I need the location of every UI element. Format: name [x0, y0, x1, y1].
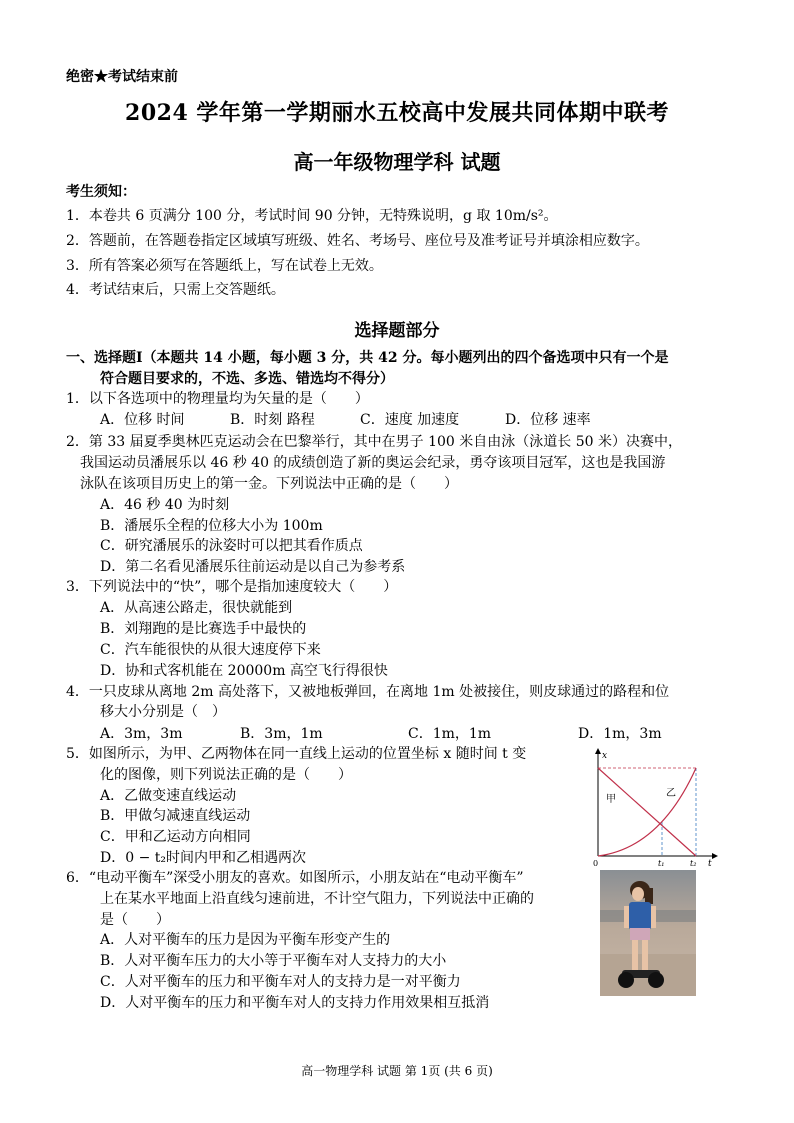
question-6-stem-line: 6．“电动平衡车”深受小朋友的喜欢。如图所示，小朋友站在“电动平衡车”: [66, 870, 524, 886]
section-title: 选择题部分: [354, 321, 440, 341]
question-2-option-c: C．研究潘展乐的泳姿时可以把其看作质点: [100, 538, 363, 554]
notes-item: 1．本卷共 6 页满分 100 分，考试时间 90 分钟，无特殊说明，g 取 10m/s²。: [66, 208, 558, 224]
question-3-stem: 3．下列说法中的“快”，哪个是指加速度较大（ ）: [66, 579, 398, 595]
notes-item: 4．考试结束后，只需上交答题纸。: [66, 282, 285, 298]
notes-heading: 考生须知：: [66, 184, 136, 200]
notes-item: 2．答题前，在答题卷指定区域填写班级、姓名、考场号、座位号及准考证号并填涂相应数字。: [66, 233, 649, 249]
question-3-option-a: A．从高速公路走，很快就能到: [100, 600, 293, 616]
question-5-option-c: C．甲和乙运动方向相同: [100, 829, 251, 845]
graph-t2-label: t₂: [690, 859, 697, 868]
question-4-option-a: A．3m，3m: [100, 726, 183, 742]
graph-label-jia: 甲: [606, 794, 616, 805]
graph-t1-label: t₁: [658, 859, 665, 868]
position-time-graph: [590, 748, 720, 868]
section-heading-line-1: 一、选择题Ⅰ（本题共 14 小题，每小题 3 分，共 42 分。每小题列出的四个备选项中只有一个是: [66, 350, 669, 366]
question-2-stem-line: 泳队在该项目历史上的第一金。下列说法中正确的是（ ）: [80, 476, 458, 492]
question-4-option-b: B．3m，1m: [240, 726, 323, 742]
question-2-stem-line: 我国运动员潘展乐以 46 秒 40 的成绩创造了新的奥运会纪录，勇夺该项目冠军，这也是我国游: [80, 455, 666, 471]
question-1-option-d: D．位移 速率: [505, 412, 591, 428]
question-5-option-b: B．甲做匀减速直线运动: [100, 808, 251, 824]
graph-y-axis-label: x: [602, 751, 608, 761]
question-6-stem-line: 是（ ）: [100, 912, 170, 928]
question-3-option-d: D．协和式客机能在 20000m 高空飞行得很快: [100, 663, 388, 679]
question-2-option-a: A．46 秒 40 为时刻: [100, 497, 230, 513]
question-6-option-d: D．人对平衡车的压力和平衡车对人的支持力作用效果相互抵消: [100, 995, 490, 1011]
question-6-option-a: A．人对平衡车的压力是因为平衡车形变产生的: [100, 932, 391, 948]
question-5-stem-line: 化的图像，则下列说法正确的是（ ）: [100, 767, 352, 783]
page-footer: 高一物理学科 试题 第 1页 (共 6 页): [301, 1064, 493, 1078]
question-2-option-b: B．潘展乐全程的位移大小为 100m: [100, 518, 323, 534]
question-1-option-a: A．位移 时间: [100, 412, 185, 428]
question-1-option-b: B．时刻 路程: [230, 412, 315, 428]
question-5-option-d: D．0 − t₂时间内甲和乙相遇两次: [100, 850, 307, 866]
notes-item: 3．所有答案必须写在答题纸上，写在试卷上无效。: [66, 258, 383, 274]
question-5-option-a: A．乙做变速直线运动: [100, 788, 237, 804]
exam-title: 2024 学年第一学期丽水五校高中发展共同体期中联考: [125, 100, 669, 126]
question-6-option-b: B．人对平衡车压力的大小等于平衡车对人支持力的大小: [100, 953, 447, 969]
question-6-stem-line: 上在某水平地面上沿直线匀速前进，不计空气阻力，下列说法中正确的: [100, 891, 534, 907]
question-3-option-b: B．刘翔跑的是比赛选手中最快的: [100, 621, 307, 637]
question-4-option-d: D．1m，3m: [578, 726, 662, 742]
question-3-option-c: C．汽车能很快的从很大速度停下来: [100, 642, 321, 658]
graph-x-axis-label: t: [708, 859, 712, 868]
confidential-mark: 绝密★考试结束前: [66, 69, 178, 85]
graph-label-yi: 乙: [666, 788, 676, 799]
question-4-stem-line: 移大小分别是（ ）: [100, 704, 226, 720]
section-heading-line-2: 符合题目要求的，不选、多选、错选均不得分）: [100, 371, 394, 387]
question-4-stem-line: 4．一只皮球从离地 2m 高处落下，又被地板弹回，在离地 1m 处被接住，则皮球通过的路程和位: [66, 684, 670, 700]
question-2-option-d: D．第二名看见潘展乐往前运动是以自己为参考系: [100, 559, 406, 575]
exam-subtitle: 高一年级物理学科 试题: [293, 150, 501, 174]
question-1-option-c: C．速度 加速度: [360, 412, 460, 428]
balance-scooter-photo: [600, 870, 696, 996]
question-2-stem-line: 2．第 33 届夏季奥林匹克运动会在巴黎举行，其中在男子 100 米自由泳（泳道长 50 米）决赛中，: [66, 434, 682, 450]
question-5-stem-line: 5．如图所示，为甲、乙两物体在同一直线上运动的位置坐标 x 随时间 t 变: [66, 746, 527, 762]
question-1-stem: 1．以下各选项中的物理量均为矢量的是（ ）: [66, 391, 369, 407]
question-6-option-c: C．人对平衡车的压力和平衡车对人的支持力是一对平衡力: [100, 974, 461, 990]
graph-origin-label: 0: [593, 859, 599, 868]
question-4-option-c: C．1m，1m: [408, 726, 492, 742]
